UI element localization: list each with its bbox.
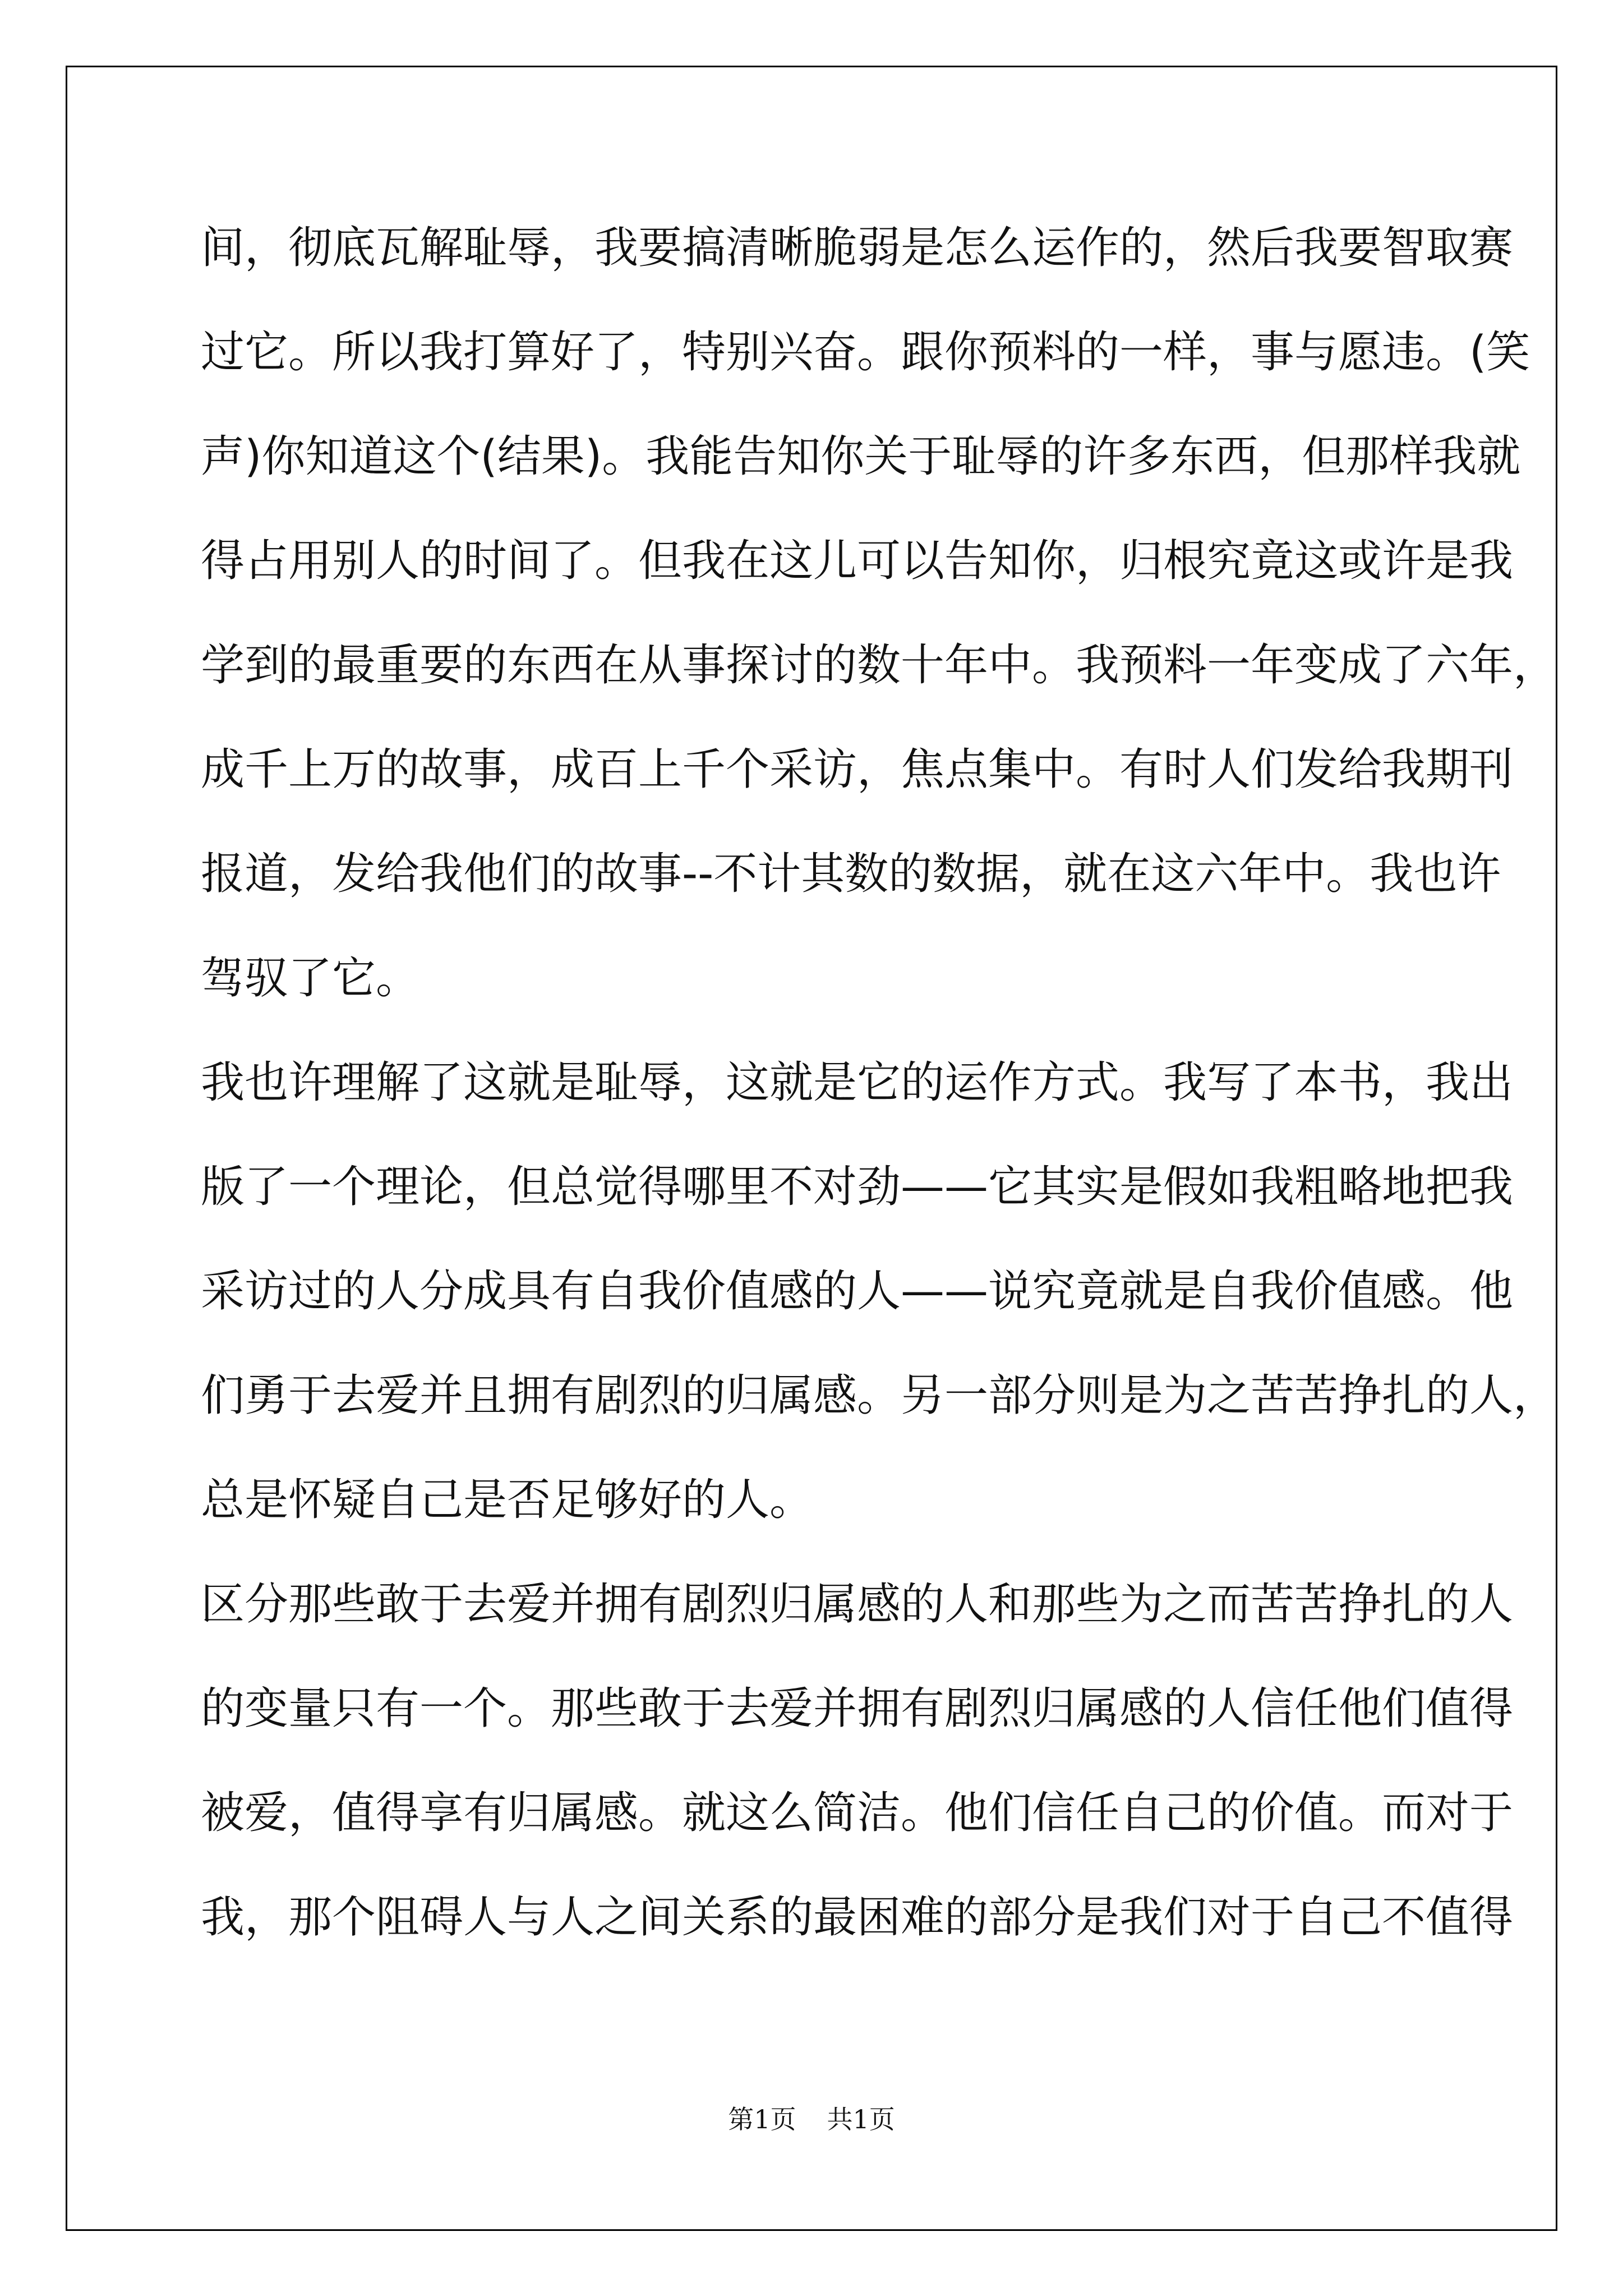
body-line-2: 过它。所以我打算好了，特别兴奋。跟你预料的一样，事与愿违。(笑 <box>201 327 1530 378</box>
body-line-12: 们勇于去爱并且拥有剧烈的归属感。另一部分则是为之苦苦挣扎的人， <box>201 1370 1557 1421</box>
page-total: 共1页 <box>827 2104 895 2134</box>
body-line-6: 成千上万的故事，成百上千个采访，焦点集中。有时人们发给我期刊 <box>201 744 1514 795</box>
body-line-5: 学到的最重要的东西在从事探讨的数十年中。我预料一年变成了六年， <box>201 640 1557 691</box>
body-line-15: 的变量只有一个。那些敢于去爱并拥有剧烈归属感的人信任他们值得 <box>201 1683 1514 1734</box>
body-line-16: 被爱，值得享有归属感。就这么简洁。他们信任自己的价值。而对于 <box>201 1788 1514 1838</box>
body-line-11: 采访过的人分成具有自我价值感的人——说究竟就是自我价值感。他 <box>201 1266 1514 1317</box>
page-number: 第1页 <box>728 2104 796 2134</box>
body-line-3: 声)你知道这个(结果)。我能告知你关于耻辱的许多东西，但那样我就 <box>201 431 1521 482</box>
body-line-1: 间，彻底瓦解耻辱，我要搞清晰脆弱是怎么运作的，然后我要智取赛 <box>201 223 1514 273</box>
body-line-17: 我，那个阻碍人与人之间关系的最困难的部分是我们对于自己不值得 <box>201 1892 1514 1943</box>
body-line-7: 报道，发给我他们的故事--不计其数的数据，就在这六年中。我也许 <box>201 849 1501 899</box>
body-line-10: 版了一个理论，但总觉得哪里不对劲——它其实是假如我粗略地把我 <box>201 1162 1514 1212</box>
body-line-8: 驾驭了它。 <box>201 953 420 1004</box>
body-line-14: 区分那些敢于去爱并拥有剧烈归属感的人和那些为之而苦苦挣扎的人 <box>201 1579 1514 1630</box>
body-line-9: 我也许理解了这就是耻辱，这就是它的运作方式。我写了本书，我出 <box>201 1057 1514 1108</box>
body-line-4: 得占用别人的时间了。但我在这儿可以告知你，归根究竟这或许是我 <box>201 536 1514 586</box>
page-footer <box>0 2102 1623 2136</box>
body-line-13: 总是怀疑自己是否足够好的人。 <box>201 1475 814 1525</box>
